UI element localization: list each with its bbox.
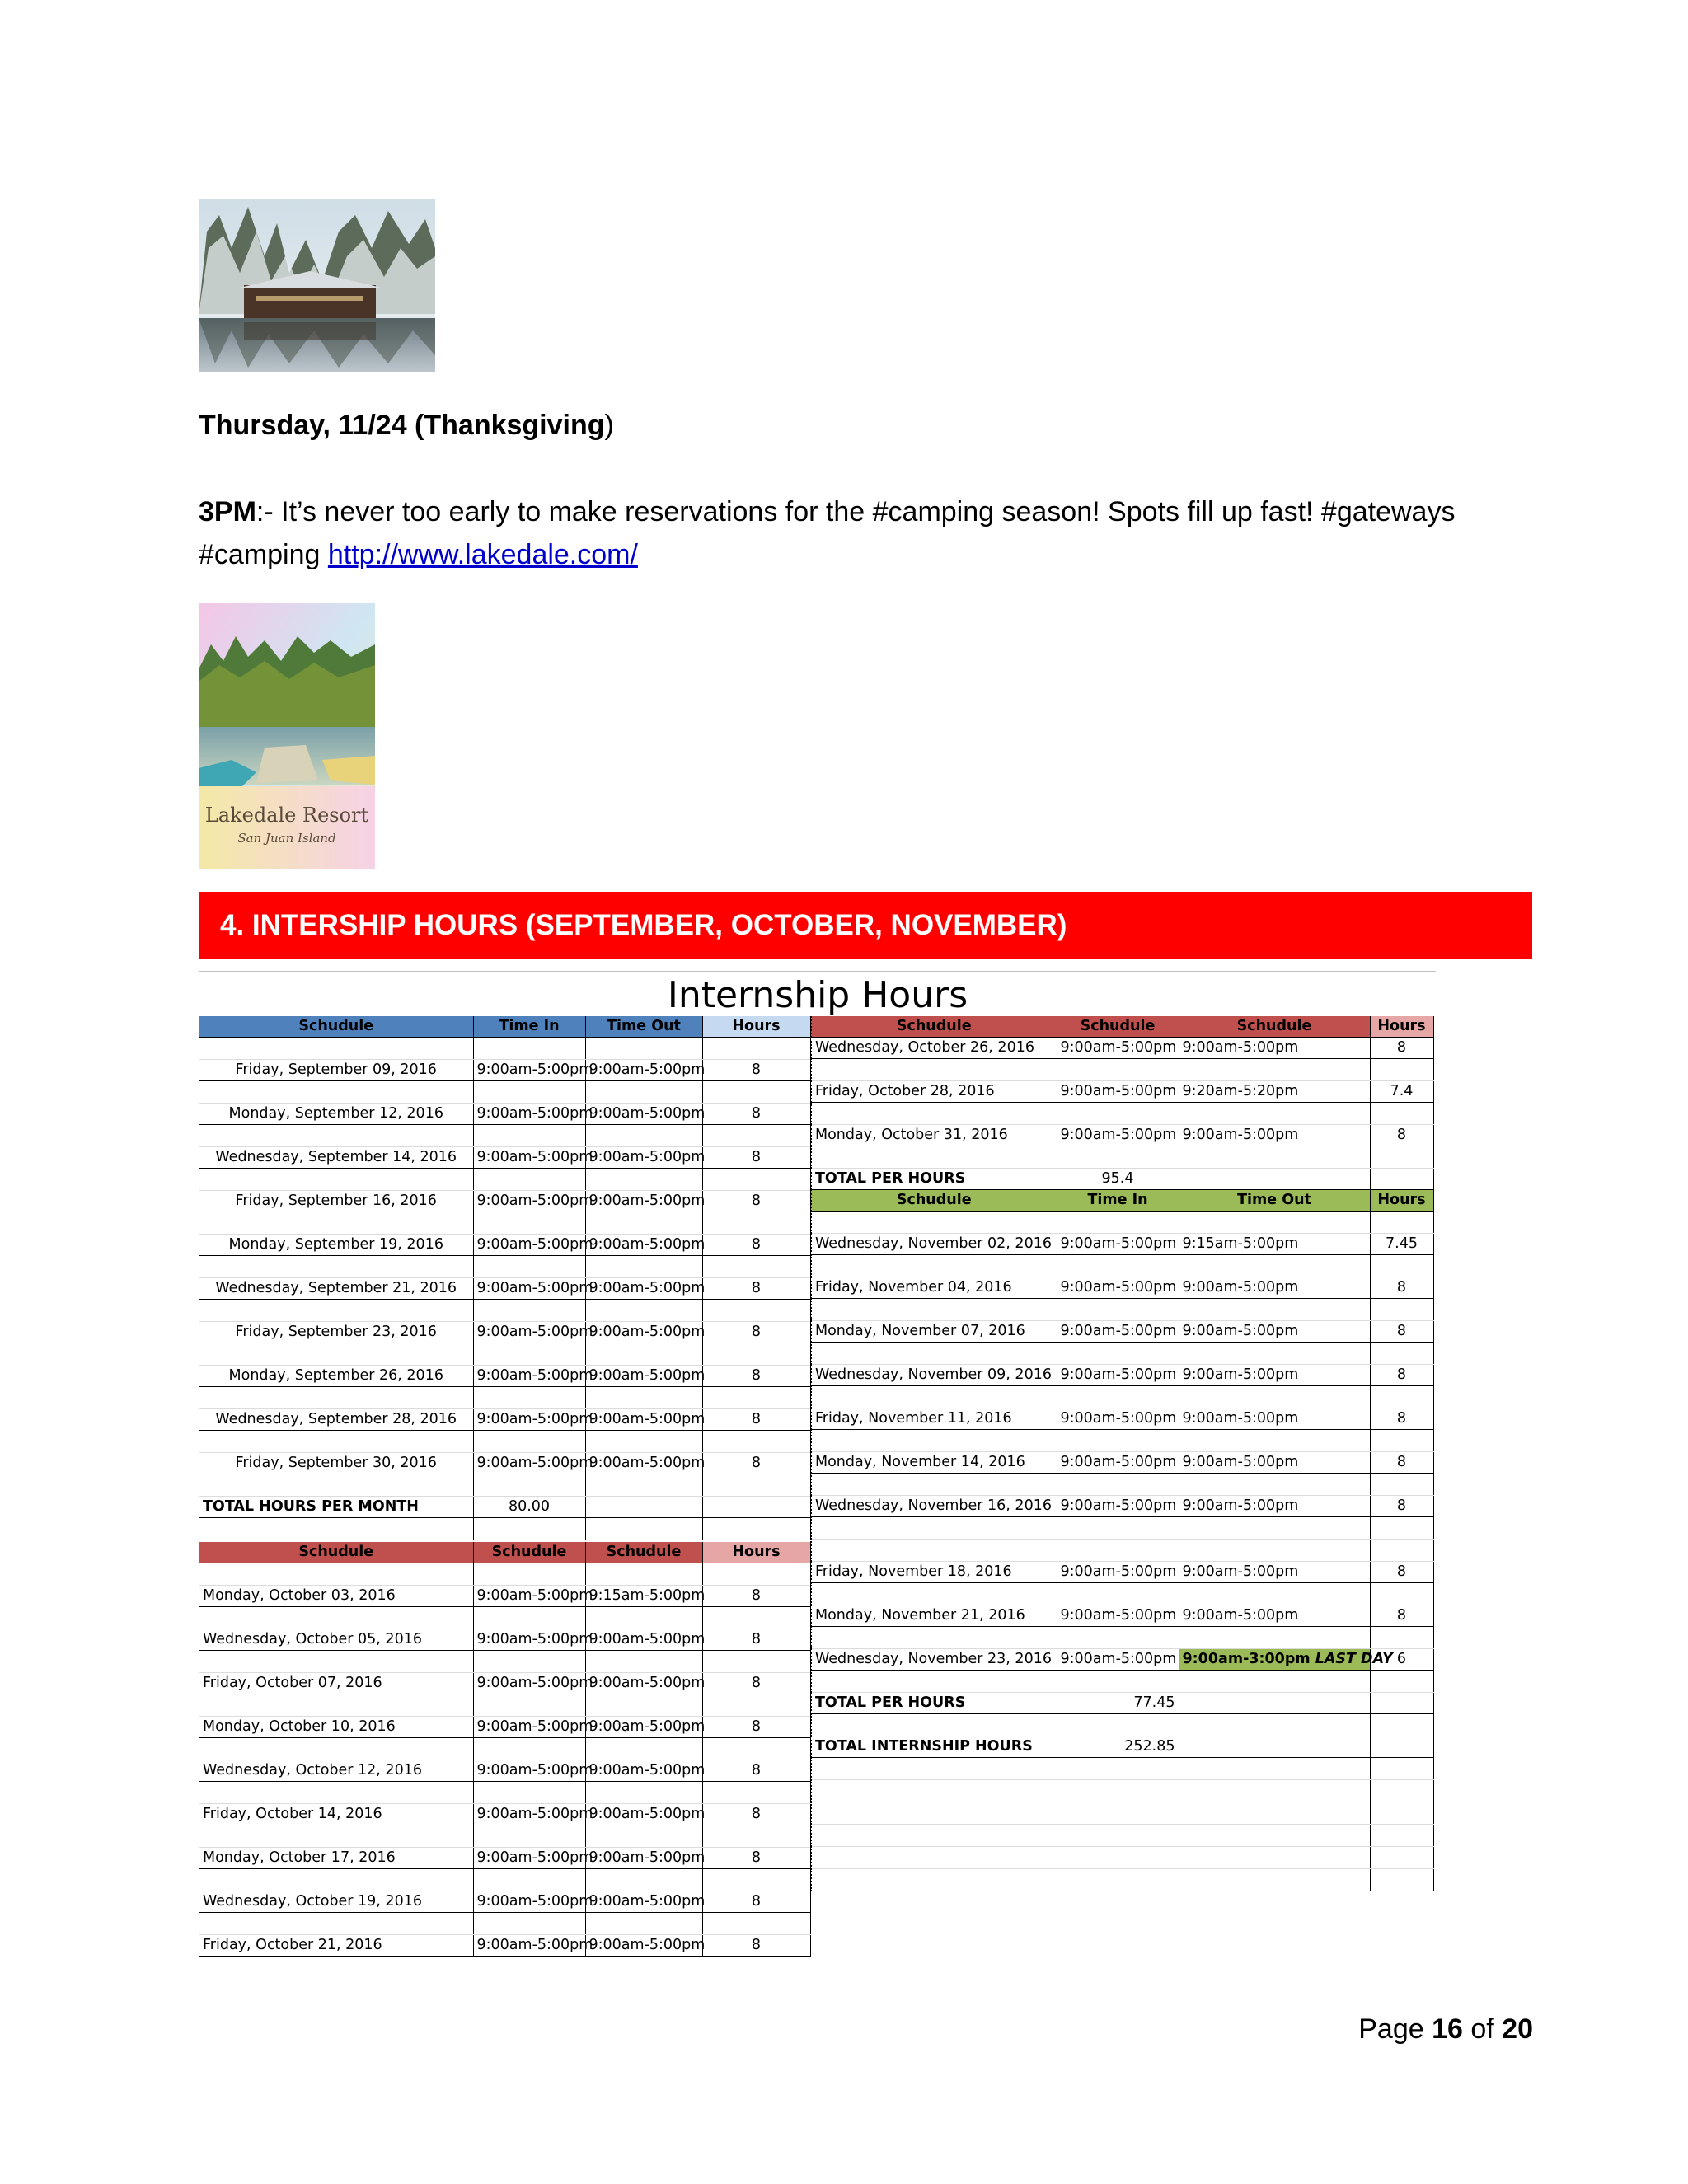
cell: 9:15am-5:00pm <box>1179 1234 1370 1255</box>
cell: 9:00am-5:00pm <box>1057 1234 1179 1255</box>
cell: 8 <box>702 1453 810 1474</box>
cell: 9:00am-5:00pm <box>585 1366 702 1387</box>
table-row <box>811 1038 1433 1059</box>
col-header: Hours <box>702 1016 810 1038</box>
total-label: TOTAL HOURS PER MONTH <box>199 1497 473 1518</box>
last-day-label: LAST DAY <box>1315 1651 1393 1667</box>
cell: Friday, September 09, 2016 <box>199 1060 473 1081</box>
cell: 9:00am-5:00pm <box>1057 1321 1179 1343</box>
cell: 9:00am-5:00pm <box>1057 1081 1179 1103</box>
total-value: 95.4 <box>1057 1169 1179 1190</box>
cell: 9:00am-5:00pm <box>473 1935 585 1957</box>
cell: Monday, October 31, 2016 <box>811 1125 1057 1146</box>
resort-winter-photo <box>199 199 435 372</box>
cell: Monday, October 10, 2016 <box>199 1717 473 1738</box>
total-row <box>199 1497 810 1518</box>
table-row <box>199 1060 810 1081</box>
cell: 8 <box>702 1760 810 1782</box>
table-row <box>811 1649 1433 1671</box>
cell: Wednesday, October 19, 2016 <box>199 1891 473 1913</box>
cell: Wednesday, September 28, 2016 <box>199 1409 473 1431</box>
cell: 8 <box>702 1191 810 1212</box>
cell: 9:00am-5:00pm <box>585 1104 702 1125</box>
cell: 9:00am-5:00pm <box>473 1673 585 1694</box>
cell: Monday, October 17, 2016 <box>199 1848 473 1869</box>
cell: 9:00am-5:00pm <box>473 1060 585 1081</box>
table-row <box>811 1562 1433 1583</box>
cell: 7.45 <box>1370 1234 1433 1255</box>
table-row <box>199 1366 810 1387</box>
table-row <box>199 1717 810 1738</box>
cell: 9:00am-5:00pm <box>1179 1321 1370 1343</box>
col-header: Time In <box>473 1016 585 1038</box>
post-text: :- It’s never too early to make reservations for the #camping season! Spots fill up fast! #gateways #camping <box>199 496 1456 570</box>
cell: 9:00am-5:00pm <box>585 1848 702 1869</box>
grand-total-label: TOTAL INTERNSHIP HOURS <box>811 1736 1057 1758</box>
cell: Friday, November 18, 2016 <box>811 1562 1057 1583</box>
cell: 9:15am-5:00pm <box>585 1586 702 1607</box>
col-header: Time In <box>1057 1190 1179 1212</box>
table-row <box>199 1935 810 1957</box>
october-table-left <box>199 1542 811 1957</box>
cell: 9:00am-5:00pm <box>1057 1277 1179 1299</box>
ad-subtitle: San Juan Island <box>237 831 336 846</box>
cell: Wednesday, September 21, 2016 <box>199 1278 473 1300</box>
table-row <box>811 1605 1433 1627</box>
table-row <box>199 1104 810 1125</box>
table-row <box>199 1673 810 1694</box>
cell: 8 <box>702 1278 810 1300</box>
table-row <box>199 1586 810 1607</box>
col-header: Schudule <box>199 1016 473 1038</box>
table-row <box>811 1125 1433 1146</box>
page-footer: Page 16 of 20 <box>1358 2013 1533 2045</box>
cell: 8 <box>1370 1605 1433 1627</box>
cell: 9:00am-5:00pm <box>1179 1277 1370 1299</box>
cell: 9:00am-5:00pm <box>1057 1649 1179 1671</box>
grand-total-row <box>811 1736 1433 1758</box>
cell: 9:00am-5:00pm <box>1057 1496 1179 1517</box>
table-row <box>811 1452 1433 1474</box>
total-row <box>811 1169 1433 1190</box>
grand-total-value: 252.85 <box>1057 1736 1179 1758</box>
col-header: Hours <box>1370 1190 1433 1212</box>
cell: 9:00am-5:00pm <box>473 1235 585 1256</box>
cell: Monday, October 03, 2016 <box>199 1586 473 1607</box>
cell: 7.4 <box>1370 1081 1433 1103</box>
table-header-row <box>811 1190 1433 1212</box>
cell: 8 <box>1370 1452 1433 1474</box>
cell: Monday, September 26, 2016 <box>199 1366 473 1387</box>
col-header: Schudule <box>1179 1016 1370 1038</box>
cell: 8 <box>1370 1496 1433 1517</box>
col-header: Schudule <box>199 1542 473 1563</box>
cell: 9:00am-5:00pm <box>1057 1125 1179 1146</box>
cell: 9:00am-5:00pm <box>473 1629 585 1651</box>
cell: Monday, November 14, 2016 <box>811 1452 1057 1474</box>
cell: 8 <box>1370 1038 1433 1059</box>
cell: 8 <box>702 1322 810 1343</box>
cell: 9:00am-5:00pm <box>585 1804 702 1825</box>
ad-title: Lakedale Resort <box>204 804 369 827</box>
col-header: Schudule <box>473 1542 585 1563</box>
table-row <box>199 1629 810 1651</box>
cell: 9:00am-5:00pm <box>585 1060 702 1081</box>
table-row <box>199 1848 810 1869</box>
cell: 9:00am-5:00pm <box>473 1804 585 1825</box>
cell: 9:00am-5:00pm <box>1179 1496 1370 1517</box>
col-header: Schudule <box>585 1542 702 1563</box>
table-row <box>811 1365 1433 1386</box>
cell: Wednesday, November 02, 2016 <box>811 1234 1057 1255</box>
cell: Friday, October 07, 2016 <box>199 1673 473 1694</box>
cell: Wednesday, November 23, 2016 <box>811 1649 1057 1671</box>
cell: Friday, September 23, 2016 <box>199 1322 473 1343</box>
cell: 8 <box>702 1586 810 1607</box>
col-header: Time Out <box>585 1016 702 1038</box>
cell: 9:20am-5:20pm <box>1179 1081 1370 1103</box>
lakedale-link[interactable]: http://www.lakedale.com/ <box>327 539 638 570</box>
page-number: 16 <box>1432 2013 1463 2045</box>
col-header: Hours <box>702 1542 810 1563</box>
cell: Wednesday, November 16, 2016 <box>811 1496 1057 1517</box>
cell: Friday, September 16, 2016 <box>199 1191 473 1212</box>
cell: 8 <box>702 1717 810 1738</box>
cell: 8 <box>1370 1365 1433 1386</box>
table-row <box>199 1322 810 1343</box>
cell: 9:00am-5:00pm <box>473 1717 585 1738</box>
cell: Monday, September 12, 2016 <box>199 1104 473 1125</box>
cell: Friday, November 11, 2016 <box>811 1408 1057 1430</box>
table-row <box>811 1408 1433 1430</box>
lakedale-resort-ad <box>199 603 375 869</box>
cell: 9:00am-5:00pm <box>473 1104 585 1125</box>
table-row <box>199 1409 810 1431</box>
cell: 9:00am-5:00pm <box>585 1191 702 1212</box>
cell: 9:00am-5:00pm <box>585 1717 702 1738</box>
cell: 9:00am-5:00pm <box>1057 1038 1179 1059</box>
cell: 8 <box>702 1673 810 1694</box>
cell: 8 <box>702 1409 810 1431</box>
cell: Friday, October 28, 2016 <box>811 1081 1057 1103</box>
table-row <box>199 1191 810 1212</box>
total-value: 80.00 <box>473 1497 585 1518</box>
cell: 8 <box>702 1366 810 1387</box>
cell: 8 <box>702 1147 810 1169</box>
cell: 9:00am-5:00pm <box>1179 1562 1370 1583</box>
total-row <box>811 1693 1433 1714</box>
table-header-row <box>199 1016 810 1038</box>
cell: 9:00am-5:00pm <box>473 1453 585 1474</box>
cell: Friday, October 21, 2016 <box>199 1935 473 1957</box>
october-table-right <box>810 1016 1434 1891</box>
table-row <box>199 1147 810 1169</box>
cell: 8 <box>1370 1562 1433 1583</box>
cell: 9:00am-5:00pm <box>1179 1038 1370 1059</box>
cell: 9:00am-5:00pm <box>1179 1365 1370 1386</box>
cell: 9:00am-5:00pm <box>473 1760 585 1782</box>
cell: 8 <box>1370 1125 1433 1146</box>
col-header: Schudule <box>1057 1016 1179 1038</box>
col-header: Time Out <box>1179 1190 1370 1212</box>
cell: 6 <box>1370 1649 1433 1671</box>
cell: 8 <box>702 1629 810 1651</box>
cell: 9:00am-5:00pm <box>1057 1452 1179 1474</box>
total-value: 77.45 <box>1057 1693 1179 1714</box>
cell: 9:00am-5:00pm <box>473 1891 585 1913</box>
total-label: TOTAL PER HOURS <box>811 1169 1057 1190</box>
cell: Friday, October 14, 2016 <box>199 1804 473 1825</box>
cell: 9:00am-5:00pm <box>1179 1408 1370 1430</box>
cell: 8 <box>702 1104 810 1125</box>
cell: 8 <box>1370 1277 1433 1299</box>
cell: 9:00am-5:00pm <box>1179 1605 1370 1627</box>
table-row <box>199 1453 810 1474</box>
september-table <box>199 1016 811 1540</box>
table-header-row <box>199 1542 810 1563</box>
cell: 8 <box>702 1848 810 1869</box>
table-row <box>199 1278 810 1300</box>
section-banner: 4. INTERSHIP HOURS (SEPTEMBER, OCTOBER, NOVEMBER) <box>199 892 1532 959</box>
sheet-title: Internship Hours <box>667 974 968 1016</box>
cell: 8 <box>1370 1321 1433 1343</box>
cell: 9:00am-5:00pm <box>585 1760 702 1782</box>
cell: 9:00am-5:00pm <box>585 1409 702 1431</box>
cell: 9:00am-5:00pm <box>585 1629 702 1651</box>
cell: 9:00am-5:00pm <box>585 1935 702 1957</box>
cell: 8 <box>1370 1408 1433 1430</box>
table-row <box>811 1277 1433 1299</box>
cell: 9:00am-5:00pm <box>585 1235 702 1256</box>
table-header-row <box>811 1016 1433 1038</box>
cell: Friday, November 04, 2016 <box>811 1277 1057 1299</box>
post-time: 3PM <box>199 496 256 527</box>
cell: Wednesday, October 12, 2016 <box>199 1760 473 1782</box>
table-row <box>811 1321 1433 1343</box>
col-header: Schudule <box>811 1016 1057 1038</box>
cell: 9:00am-5:00pm <box>1057 1408 1179 1430</box>
cell: 9:00am-5:00pm <box>1179 1452 1370 1474</box>
cell: 9:00am-5:00pm <box>473 1278 585 1300</box>
col-header: Schudule <box>811 1190 1057 1212</box>
cell: 9:00am-5:00pm <box>473 1586 585 1607</box>
cell: 9:00am-5:00pm <box>473 1409 585 1431</box>
cell: 9:00am-5:00pm <box>585 1891 702 1913</box>
cell: Wednesday, November 09, 2016 <box>811 1365 1057 1386</box>
table-row <box>199 1235 810 1256</box>
cell: 9:00am-5:00pm <box>585 1322 702 1343</box>
page-total: 20 <box>1502 2013 1533 2045</box>
total-label: TOTAL PER HOURS <box>811 1693 1057 1714</box>
cell: 9:00am-5:00pm <box>473 1848 585 1869</box>
cell: 8 <box>702 1804 810 1825</box>
cell: 8 <box>702 1235 810 1256</box>
last-day-cell: 9:00am-3:00pm LAST DAY <box>1179 1649 1370 1671</box>
cell: 9:00am-5:00pm <box>473 1366 585 1387</box>
cell: Wednesday, October 05, 2016 <box>199 1629 473 1651</box>
table-row <box>199 1891 810 1913</box>
cell: 8 <box>702 1935 810 1957</box>
cell: 9:00am-5:00pm <box>473 1322 585 1343</box>
cell: 9:00am-5:00pm <box>473 1147 585 1169</box>
cell: Wednesday, October 26, 2016 <box>811 1038 1057 1059</box>
cell: 9:00am-5:00pm <box>473 1191 585 1212</box>
cell: 9:00am-5:00pm <box>585 1278 702 1300</box>
cell: Monday, November 07, 2016 <box>811 1321 1057 1343</box>
cell: Monday, September 19, 2016 <box>199 1235 473 1256</box>
cell: Monday, November 21, 2016 <box>811 1605 1057 1627</box>
cell: 8 <box>702 1891 810 1913</box>
table-row <box>811 1234 1433 1255</box>
cell: Friday, September 30, 2016 <box>199 1453 473 1474</box>
cell: 9:00am-5:00pm <box>1057 1562 1179 1583</box>
table-row <box>811 1496 1433 1517</box>
post-date-heading: Thursday, 11/24 (Thanksgiving) <box>199 410 614 441</box>
cell: 9:00am-5:00pm <box>585 1673 702 1694</box>
cell: 9:00am-5:00pm <box>1179 1125 1370 1146</box>
table-row <box>199 1760 810 1782</box>
table-row <box>811 1081 1433 1103</box>
cell: 9:00am-5:00pm <box>585 1453 702 1474</box>
cell: 9:00am-5:00pm <box>585 1147 702 1169</box>
cell: 9:00am-5:00pm <box>1057 1605 1179 1627</box>
cell: 8 <box>702 1060 810 1081</box>
col-header: Hours <box>1370 1016 1433 1038</box>
social-post <box>199 490 1534 576</box>
cell: 9:00am-5:00pm <box>1057 1365 1179 1386</box>
cell: Wednesday, September 14, 2016 <box>199 1147 473 1169</box>
internship-hours-sheet <box>199 971 1436 1965</box>
table-row <box>199 1804 810 1825</box>
